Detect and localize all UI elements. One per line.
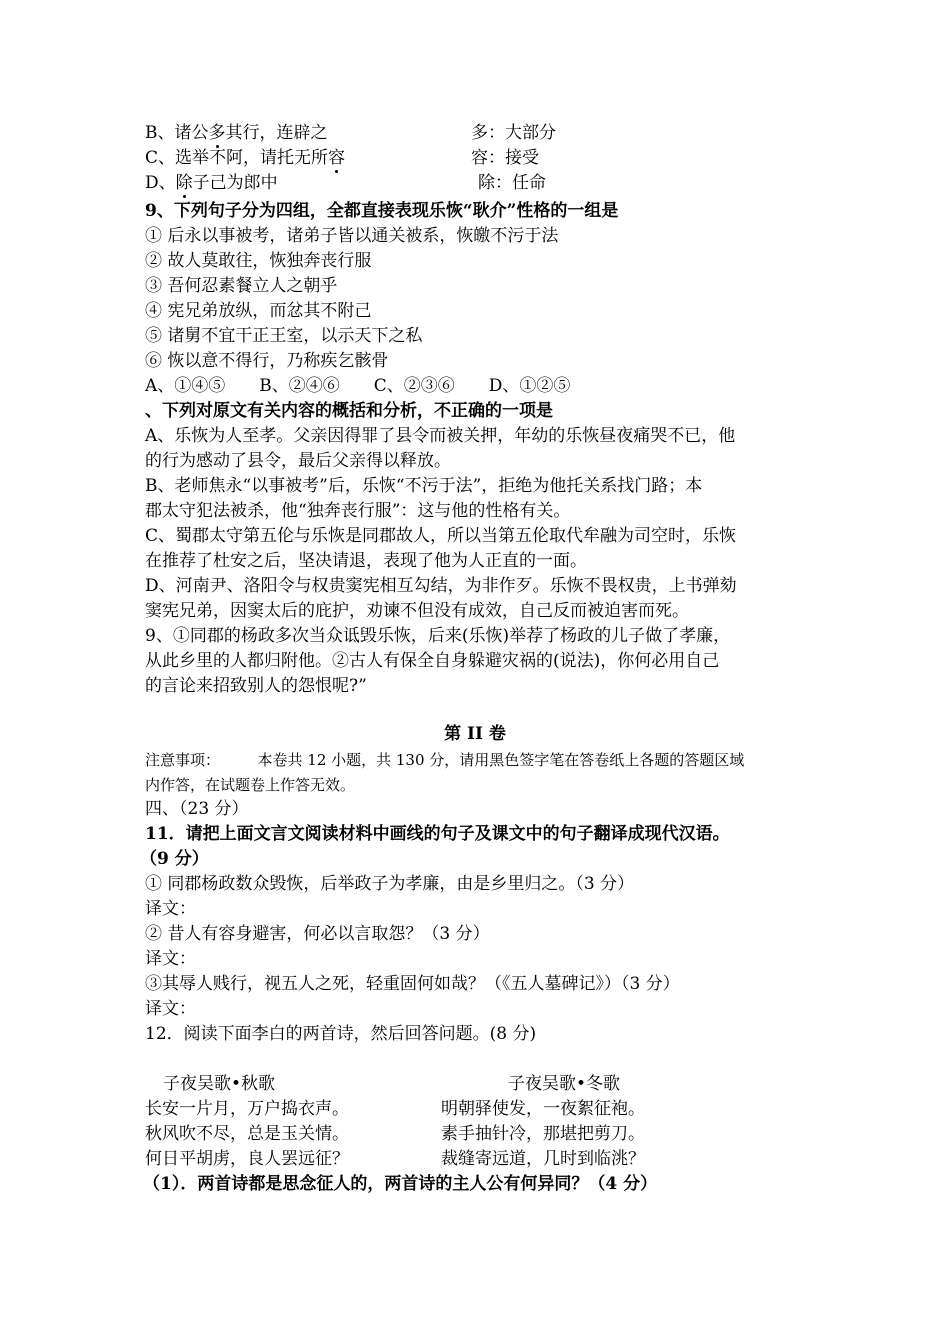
option-8b-post: 其行，连辟之 <box>225 123 328 143</box>
q12-title: 12．阅读下面李白的两首诗，然后回答问题。(8 分) <box>145 1024 537 1044</box>
poem1-title: 子夜吴歌•秋歌 <box>163 1074 276 1094</box>
q9-item-5: ⑤ 诸舅不宜干正王室，以示天下之私 <box>145 326 423 346</box>
poem2-title: 子夜吴歌•冬歌 <box>508 1074 621 1094</box>
q12-sub-question-1: （1）．两首诗都是思念征人的，两首诗的主人公有何异同？（4 分） <box>143 1174 658 1194</box>
option-8c-pre: C、选举不阿，请托无所 <box>145 148 329 168</box>
option-8d-gloss: 除：任命 <box>478 173 546 193</box>
q9-item-6: ⑥ 恢以意不得行，乃称疾乞骸骨 <box>145 351 389 371</box>
q9-title: 9、下列句子分为四组，全都直接表现乐恢“耿介”性格的一组是 <box>145 201 619 221</box>
answer-line: 从此乡里的人都归附他。②古人有保全自身躲避灾祸的(说法)，你何必用自己 <box>145 651 720 671</box>
q10-line: D、河南尹、洛阳令与权贵窦宪相互勾结，为非作歹。乐恢不畏权贵，上书弹劾 <box>145 576 737 596</box>
answer-line: 的言论来招致别人的怨恨呢?” <box>145 676 367 696</box>
q9-item-3: ③ 吾何忍素餐立人之朝乎 <box>145 276 338 296</box>
option-8d-post: 子己为郎中 <box>192 173 278 193</box>
option-8d-pre: D、 <box>145 173 176 193</box>
section-4-heading: 四、（23 分） <box>145 799 249 819</box>
poem2-line: 明朝驿使发，一夜絮征袍。 <box>441 1099 645 1119</box>
poem1-line: 何日平胡虏，良人罢远征？ <box>145 1149 349 1169</box>
q10-line: 窦宪兄弟，因窦太后的庇护，劝谏不但没有成效，自己反而被迫害而死。 <box>145 601 689 621</box>
q9-choices: A、①④⑤ B、②④⑥ C、②③⑥ D、①②⑤ <box>145 376 571 396</box>
q9-item-4: ④ 宪兄弟放纵，而忿其不附己 <box>145 301 372 321</box>
q11-yiwen-2: 译文： <box>145 949 196 969</box>
option-8c-gloss: 容：接受 <box>471 148 539 168</box>
option-8d <box>145 171 278 196</box>
option-8d-dotted-char: 除 <box>175 173 193 193</box>
option-8b <box>145 121 328 146</box>
option-8b-gloss: 多：大部分 <box>471 123 556 143</box>
q11-yiwen-3: 译文： <box>145 999 196 1019</box>
q9-item-2: ② 故人莫敢往，恢独奔丧行服 <box>145 251 372 271</box>
q11-sentence-1: ① 同郡杨政数众毁恢，后举政子为孝廉，由是乡里归之。（3 分） <box>145 874 635 894</box>
answer-line: 9、①同郡的杨政多次当众诋毁乐恢，后来(乐恢)举荐了杨政的儿子做了孝廉， <box>145 626 731 646</box>
poem2-line: 素手抽针冷，那堪把剪刀。 <box>441 1124 645 1144</box>
q10-title: 、下列对原文有关内容的概括和分析，不正确的一项是 <box>145 401 553 421</box>
part2-title: 第 II 卷 <box>444 724 506 744</box>
q11-yiwen-1: 译文： <box>145 899 196 919</box>
option-8c-dotted-char: 容 <box>328 148 346 168</box>
option-8b-pre: B、诸公 <box>145 123 209 143</box>
q10-line: 郡太守犯法被杀，他“独奔丧行服”：这与他的性格有关。 <box>145 501 571 521</box>
option-8b-dotted-char: 多 <box>208 123 226 143</box>
part2-notice-line2: 内作答，在试题卷上作答无效。 <box>145 776 356 794</box>
poem2-line: 裁缝寄远道，几时到临洮？ <box>441 1149 645 1169</box>
q9-item-1: ① 后永以事被考，诸弟子皆以通关被系，恢皦不污于法 <box>145 226 559 246</box>
q10-line: 的行为感动了县令，最后父亲得以释放。 <box>145 451 451 471</box>
q10-line: B、老师焦永“以事被考”后，乐恢“不污于法”，拒绝为他托关系找门路；本 <box>145 476 703 496</box>
part2-notice-line1: 注意事项： 本卷共 12 小题，共 130 分，请用黑色签字笔在答卷纸上各题的答题区域 <box>145 751 745 769</box>
q10-line: C、蜀郡太守第五伦与乐恢是同郡故人，所以当第五伦取代牟融为司空时，乐恢 <box>145 526 737 546</box>
poem1-line: 秋风吹不尽，总是玉关情。 <box>145 1124 349 1144</box>
q10-line: 在推荐了杜安之后，坚决请退，表现了他为人正直的一面。 <box>145 551 587 571</box>
q11-title-line2: （9 分） <box>140 849 209 869</box>
q11-sentence-2: ② 昔人有容身避害，何必以言取怨？（3 分） <box>145 924 490 944</box>
q10-line: A、乐恢为人至孝。父亲因得罪了县令而被关押，年幼的乐恢昼夜痛哭不已，他 <box>145 426 736 446</box>
q11-title-line1: 11．请把上面文言文阅读材料中画线的句子及课文中的句子翻译成现代汉语。 <box>145 824 730 844</box>
poem1-line: 长安一片月，万户捣衣声。 <box>145 1099 349 1119</box>
option-8c <box>145 146 345 171</box>
q11-sentence-3: ③其辱人贱行，视五人之死，轻重固何如哉？（《五人墓碑记》）（3 分） <box>145 974 680 994</box>
